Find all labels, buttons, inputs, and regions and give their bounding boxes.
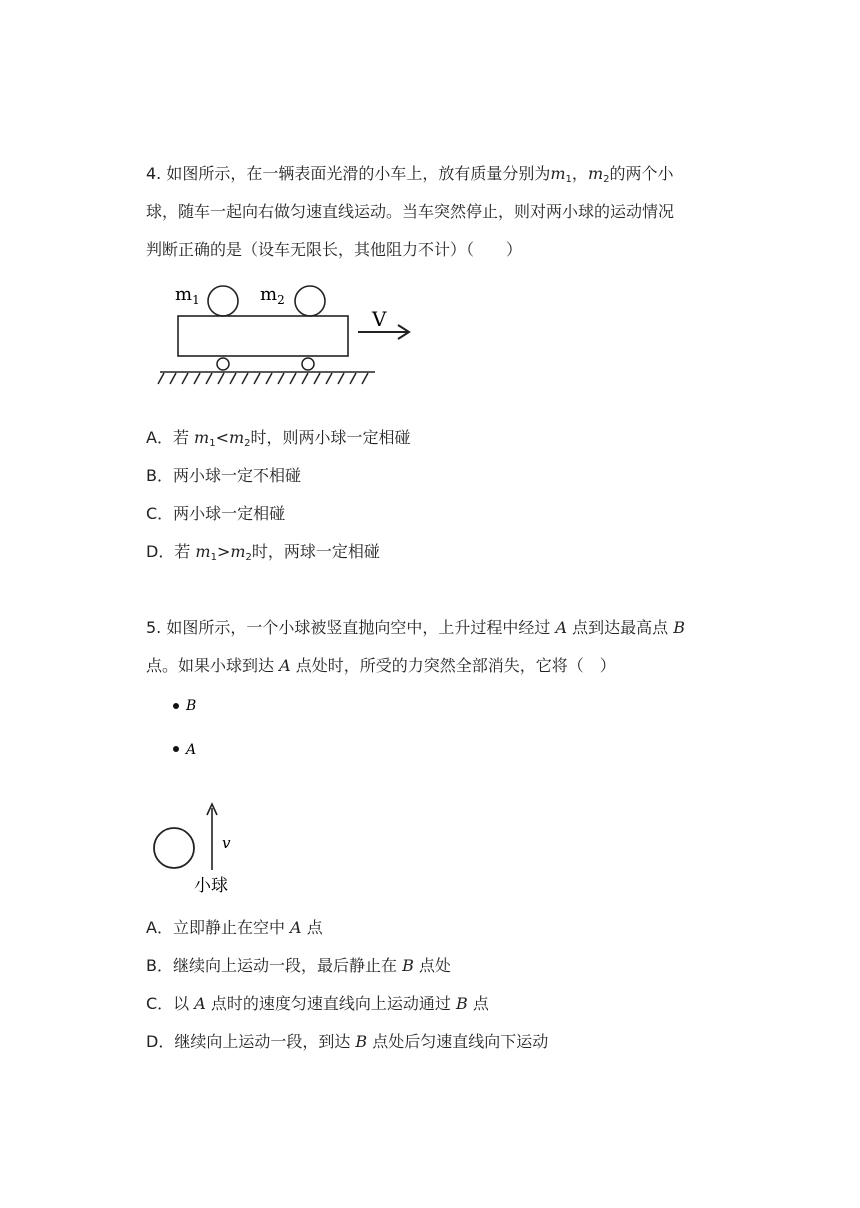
ball	[154, 828, 194, 868]
label-ball: 小球	[194, 876, 228, 896]
up-arrow	[207, 804, 217, 870]
q5-option-b[interactable]: B．继续向上运动一段，最后静止在 B 点处	[146, 956, 451, 975]
q5-figure-ball	[150, 690, 260, 900]
q5-option-c[interactable]: C．以 A 点时的速度匀速直线向上运动通过 B 点	[146, 994, 489, 1013]
q4-line-2: 球，随车一起向右做匀速直线运动。当车突然停止，则对两小球的运动情况	[146, 202, 675, 221]
point-A-dot	[173, 746, 179, 752]
cart-body	[178, 316, 348, 356]
cart-wheel-left	[217, 358, 229, 370]
q4-line-3: 判断正确的是（设车无限长，其他阻力不计）（ ）	[146, 240, 523, 259]
q5-number: 5.	[146, 618, 162, 637]
ball-m2	[295, 286, 325, 316]
label-v: v	[222, 834, 231, 852]
q4-option-b[interactable]: B．两小球一定不相碰	[146, 466, 301, 485]
label-v: V	[372, 307, 387, 331]
point-B-dot	[173, 703, 179, 709]
q4-number: 4.	[146, 164, 162, 183]
cart-wheel-right	[302, 358, 314, 370]
label-m2: $m_2$	[260, 284, 285, 307]
q5-option-d[interactable]: D．继续向上运动一段，到达 B 点处后匀速直线向下运动	[146, 1032, 549, 1051]
q4-line-1: 4. 如图所示，在一辆表面光滑的小车上，放有质量分别为$m_1$，$m_2$的两个小	[146, 164, 674, 185]
q4-option-c[interactable]: C．两小球一定相碰	[146, 504, 286, 523]
label-point-A: A	[186, 742, 197, 758]
q4-option-d[interactable]: D．若 $m_1>m_2$时，两球一定相碰	[146, 542, 380, 563]
label-point-B: B	[186, 698, 197, 714]
q4-option-a[interactable]: A．若 $m_1<m_2$时，则两小球一定相碰	[146, 428, 411, 449]
q5-line-1: 5. 如图所示，一个小球被竖直抛向空中，上升过程中经过 A 点到达最高点 B	[146, 618, 685, 637]
q4-figure-cart	[150, 280, 410, 390]
label-m1: $m_1$	[175, 284, 200, 307]
q5-option-a[interactable]: A．立即静止在空中 A 点	[146, 918, 323, 937]
cart-ground	[158, 372, 375, 384]
q4-m2: m	[587, 164, 604, 183]
ball-m1	[208, 286, 238, 316]
q5-line-2: 点。如果小球到达 A 点处时，所受的力突然全部消失，它将（ ）	[146, 656, 616, 675]
q4-m1: m	[550, 164, 566, 183]
